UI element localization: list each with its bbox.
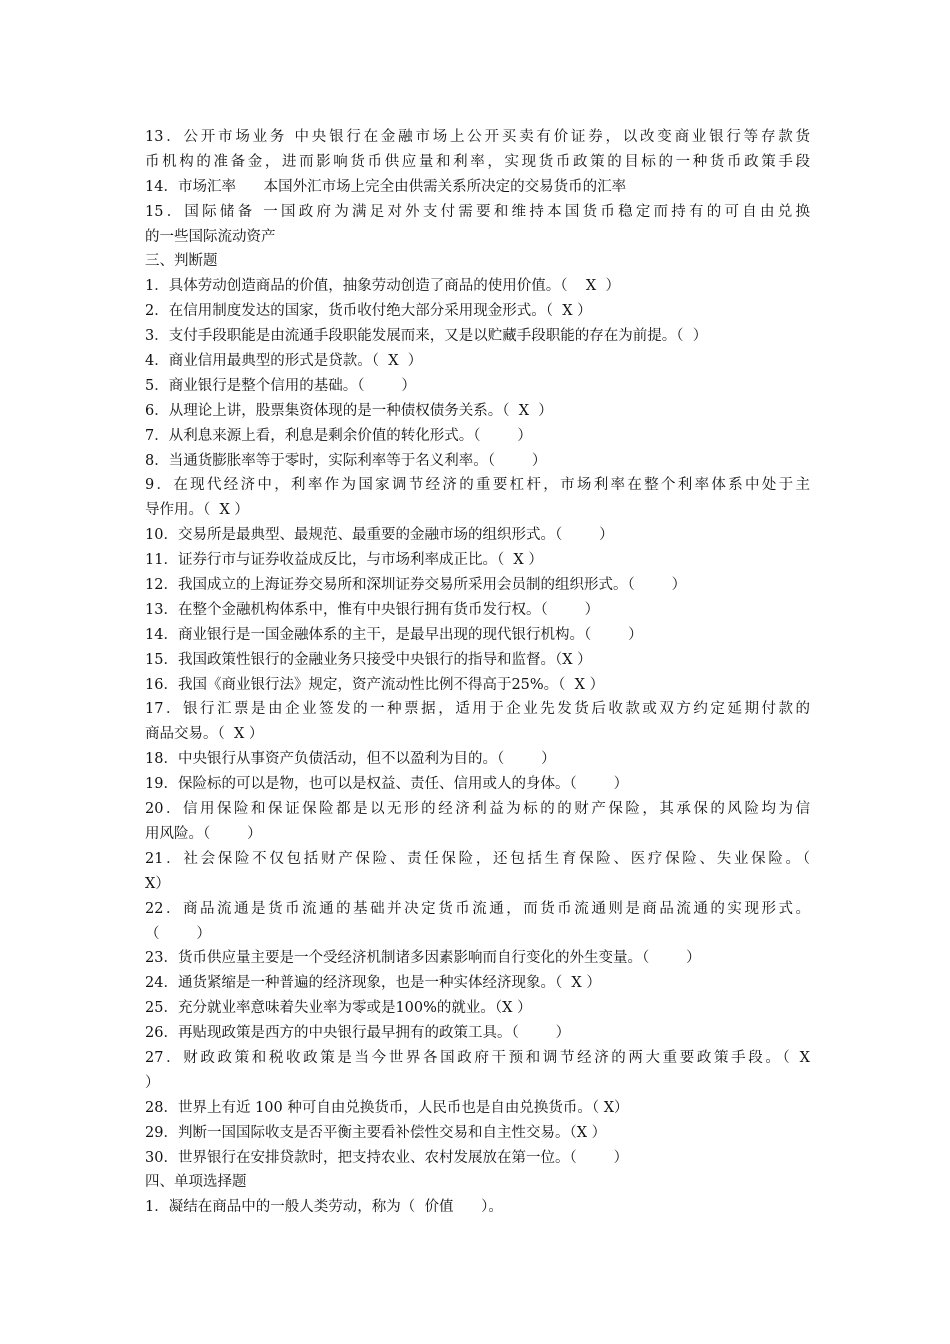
text-line: 15．国际储备 一国政府为满足对外支付需要和维持本国货币稳定而持有的可自由兑换 — [145, 203, 810, 220]
text-line: 25．充分就业率意味着失业率为零或是100%的就业。（X ） — [145, 1000, 532, 1017]
text-line: 22．商品流通是货币流通的基础并决定货币流通，而货币流通则是商品流通的实现形式。 — [145, 900, 810, 917]
text-line: 27．财政政策和税收政策是当今世界各国政府干预和调节经济的两大重要政策手段。（ X — [145, 1049, 810, 1066]
text-line: 29．判断一国国际收支是否平衡主要看补偿性交易和自主性交易。（X ） — [145, 1124, 607, 1141]
section-heading: 三、判断题 — [145, 253, 218, 270]
document-body — [145, 125, 810, 1220]
text-line: 23．货币供应量主要是一个受经济机制诸多因素影响而自行变化的外生变量。（ ） — [145, 950, 701, 967]
text-line: 9．在现代经济中，利率作为国家调节经济的重要杠杆，市场利率在整个利率体系中处于主 — [145, 477, 810, 494]
text-line: 20．信用保险和保证保险都是以无形的经济利益为标的的财产保险，其承保的风险均为信 — [145, 801, 810, 818]
text-line: 的一些国际流动资产 — [145, 228, 276, 245]
text-line: 4．商业信用最典型的形式是贷款。（ X ） — [145, 353, 423, 370]
text-line: 7．从利息来源上看，利息是剩余价值的转化形式。（ ） — [145, 427, 532, 444]
text-line: 30．世界银行在安排贷款时，把支持农业、农村发展放在第一位。（ ） — [145, 1149, 629, 1166]
text-line: 10．交易所是最典型、最规范、最重要的金融市场的组织形式。（ ） — [145, 527, 614, 544]
text-line: 26．再贴现政策是西方的中央银行最早拥有的政策工具。（ ） — [145, 1025, 571, 1042]
text-line: 14．商业银行是一国金融体系的主干，是最早出现的现代银行机构。（ ） — [145, 626, 643, 643]
text-line: 13．公开市场业务 中央银行在金融市场上公开买卖有价证券，以改变商业银行等存款货 — [145, 129, 810, 145]
text-line: 13．在整个金融机构体系中，惟有中央银行拥有货币发行权。（ ） — [145, 601, 600, 618]
section-heading: 四、单项选择题 — [145, 1174, 247, 1191]
text-line: 14．市场汇率 本国外汇市场上完全由供需关系所决定的交易货币的汇率 — [145, 178, 627, 195]
text-line: 币机构的准备金，进而影响货币供应量和利率，实现货币政策的目标的一种货币政策手段 — [145, 153, 810, 170]
text-line: 1．具体劳动创造商品的价值，抽象劳动创造了商品的使用价值。（ X ） — [145, 278, 620, 295]
text-line: 8．当通货膨胀率等于零时，实际利率等于名义利率。（ ） — [145, 452, 547, 469]
text-line: 导作用。（ X ） — [145, 502, 249, 519]
text-line: 5．商业银行是整个信用的基础。（ ） — [145, 377, 416, 394]
text-line: 18．中央银行从事资产负债活动，但不以盈利为目的。（ ） — [145, 751, 556, 768]
text-line: 24．通货紧缩是一种普遍的经济现象，也是一种实体经济现象。（ X ） — [145, 975, 601, 992]
text-line: 2．在信用制度发达的国家，货币收付绝大部分采用现金形式。（ X ） — [145, 303, 592, 320]
text-line: （ ） — [145, 925, 211, 942]
text-line: ） — [145, 1074, 160, 1091]
text-line: 15．我国政策性银行的金融业务只接受中央银行的指导和监督。（X ） — [145, 651, 592, 668]
text-line: 11．证券行市与证券收益成反比，与市场利率成正比。（ X ） — [145, 552, 543, 569]
text-line: 19．保险标的可以是物，也可以是权益、责任、信用或人的身体。（ ） — [145, 776, 629, 793]
text-line: 17．银行汇票是由企业签发的一种票据，适用于企业先发货后收款或双方约定延期付款的 — [145, 701, 810, 718]
text-line: 28．世界上有近 100 种可自由兑换货币，人民币也是自由兑换货币。（ X） — [145, 1099, 629, 1116]
text-line: 用风险。（ ） — [145, 825, 262, 842]
text-line: 商品交易。（ X ） — [145, 726, 264, 743]
text-line: X） — [145, 875, 170, 892]
text-line: 1．凝结在商品中的一般人类劳动，称为（ 价值 ）。 — [145, 1199, 503, 1216]
text-line: 3．支付手段职能是由流通手段职能发展而来，又是以贮藏手段职能的存在为前提。（ ） — [145, 328, 708, 345]
text-line: 12．我国成立的上海证券交易所和深圳证券交易所采用会员制的组织形式。（ ） — [145, 577, 687, 594]
text-line: 16．我国《商业银行法》规定，资产流动性比例不得高于25%。（ X ） — [145, 676, 605, 693]
text-line: 6．从理论上讲，股票集资体现的是一种债权债务关系。（ X ） — [145, 402, 553, 419]
text-line: 21．社会保险不仅包括财产保险、责任保险，还包括生育保险、医疗保险、失业保险。（ — [145, 850, 810, 867]
